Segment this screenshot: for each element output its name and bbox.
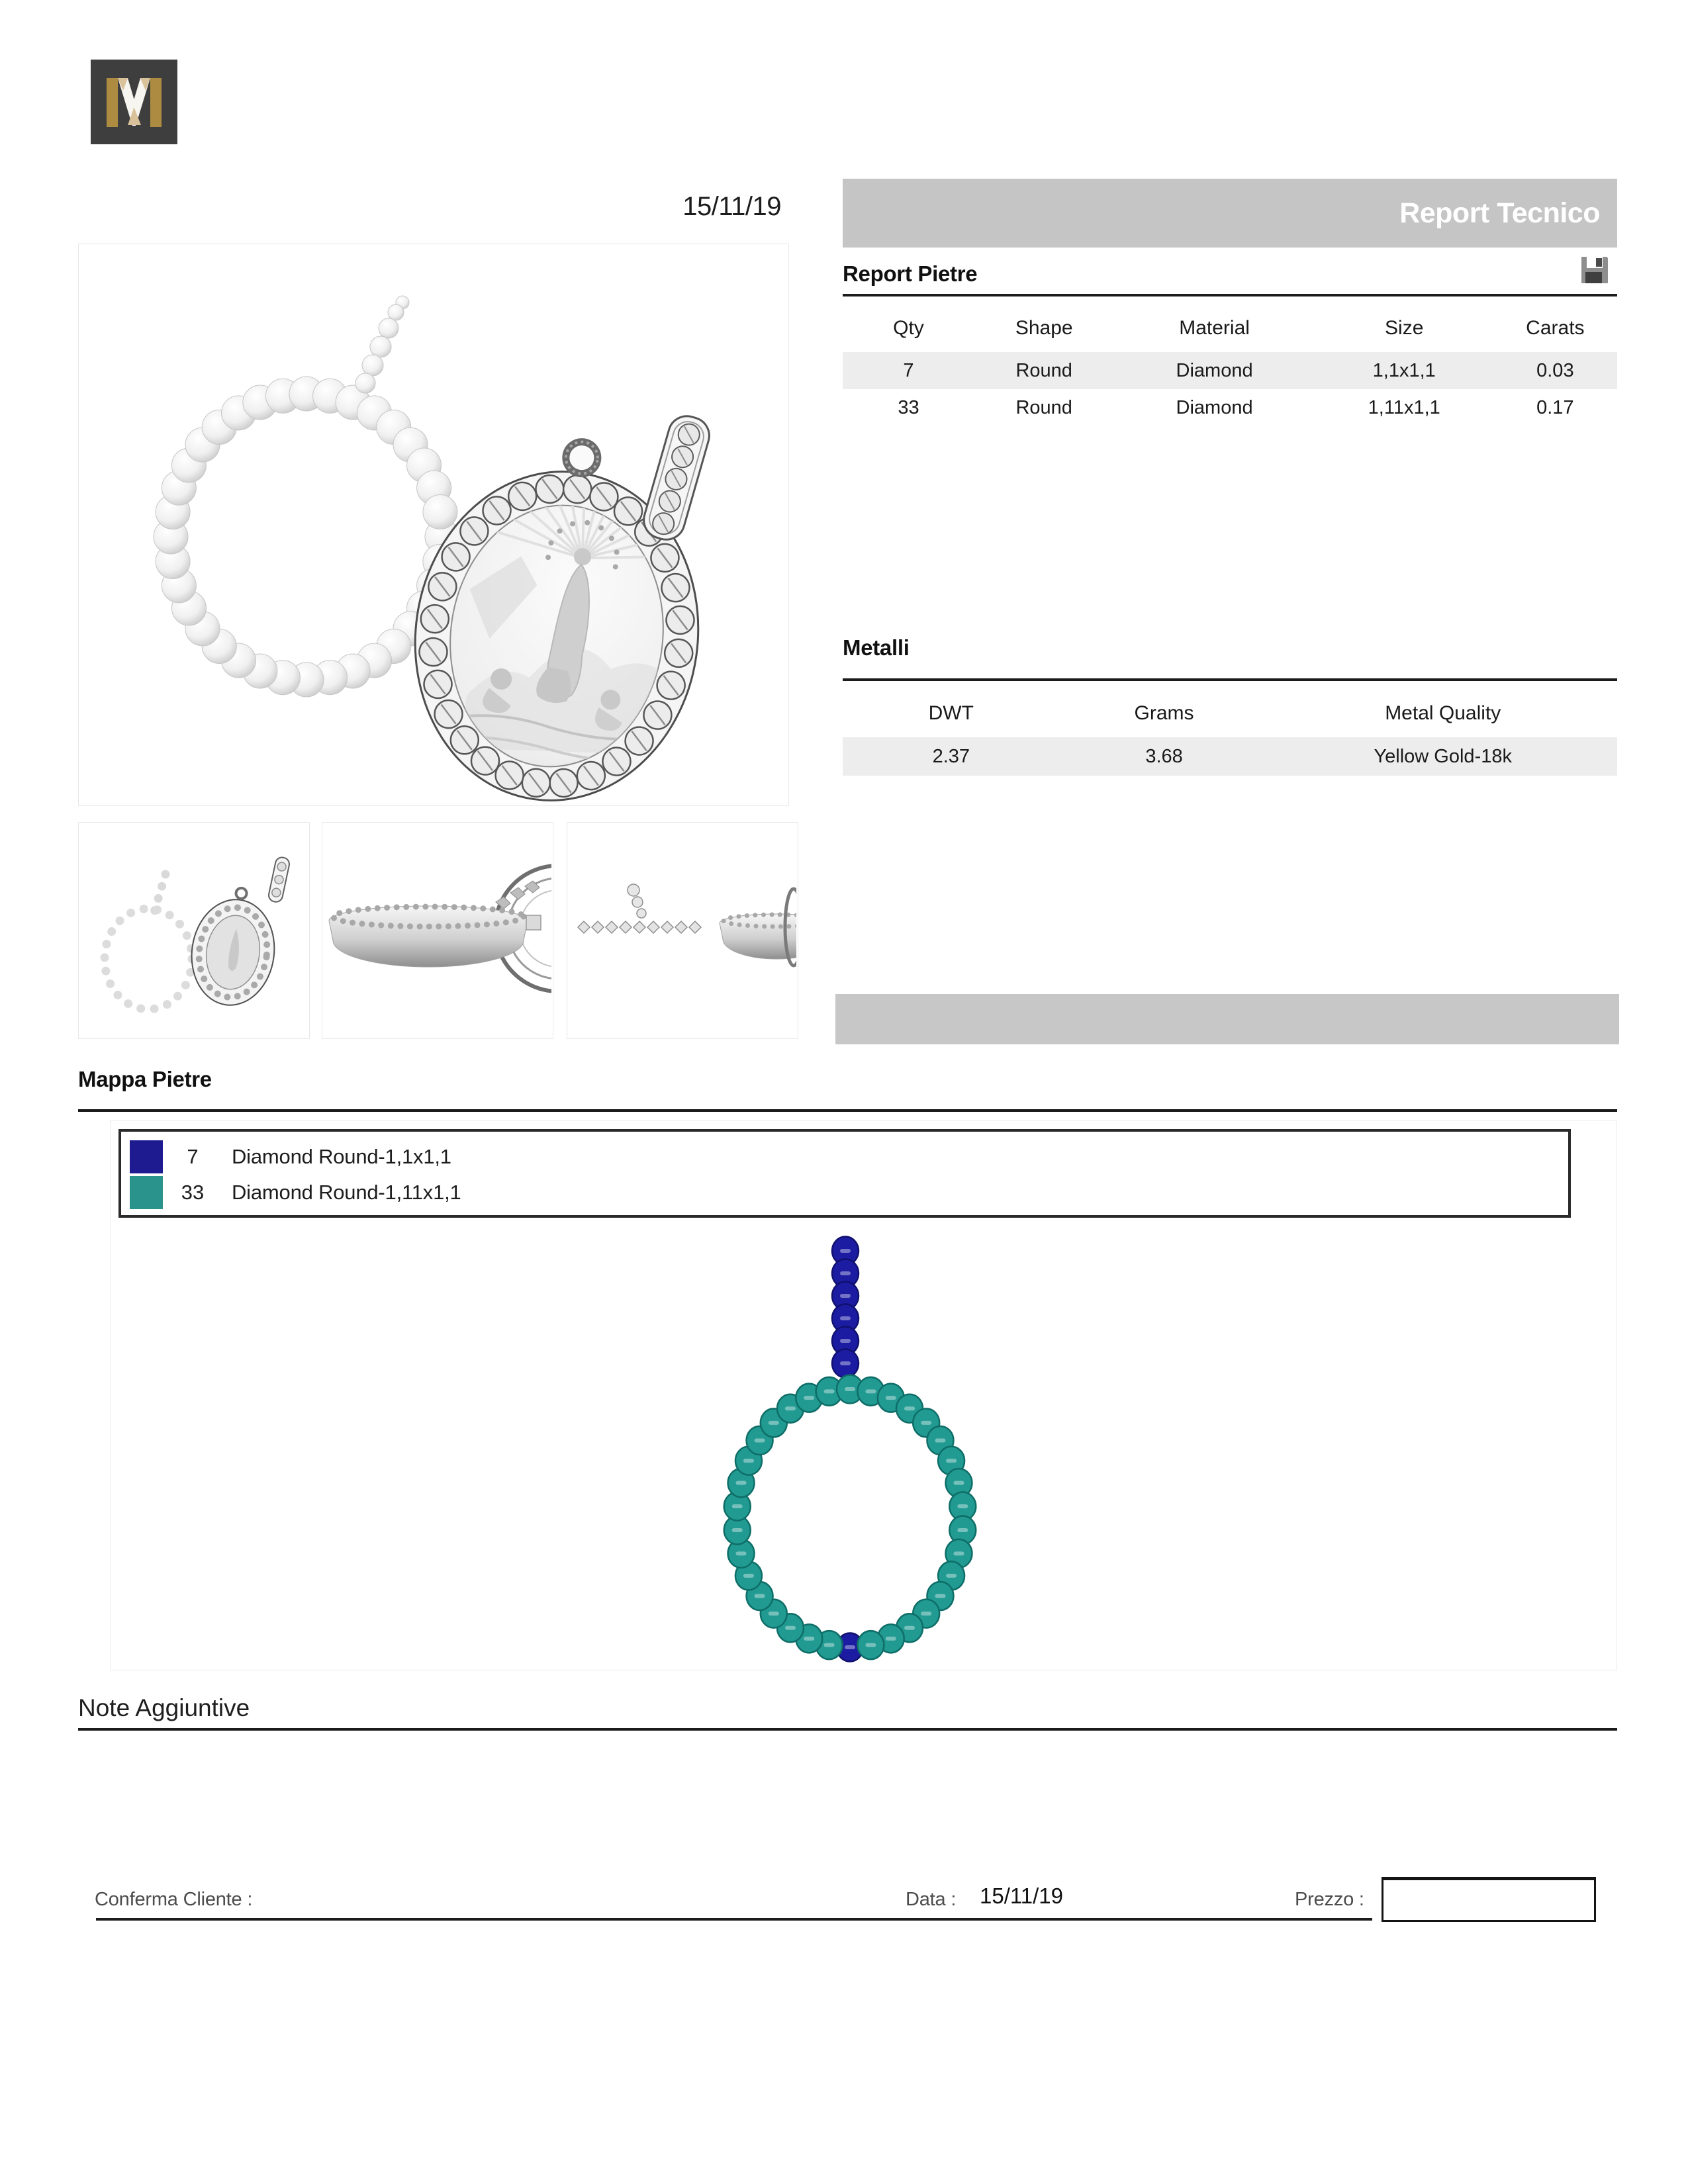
- thumbnail-front-drawing: [79, 823, 308, 1037]
- thumbnail-front-view: [78, 822, 310, 1039]
- metalli-table: [843, 690, 1617, 776]
- footer-gray-bar: [835, 994, 1619, 1044]
- bead-necklace: [154, 377, 459, 697]
- cell-qty: 7: [903, 359, 914, 381]
- brand-logo: [91, 60, 177, 144]
- table-row: [843, 389, 1617, 426]
- legend-swatch-navy: [130, 1140, 163, 1173]
- stone-legend: [118, 1129, 1571, 1218]
- stone-map-bail-beads: [832, 1237, 859, 1378]
- cell-material: Diamond: [1176, 359, 1253, 381]
- rule-metalli: [843, 678, 1617, 681]
- report-pietre-table: [843, 304, 1617, 426]
- table-row: [843, 352, 1617, 389]
- cell-metal-quality: Yellow Gold-18k: [1374, 745, 1512, 767]
- section-heading-note-aggiuntive: Note Aggiuntive: [78, 1694, 250, 1721]
- cell-dwt: 2.37: [932, 745, 970, 767]
- legend-swatch-teal: [130, 1176, 163, 1209]
- legend-row: [121, 1175, 1568, 1210]
- prezzo-field[interactable]: [1382, 1877, 1596, 1922]
- cell-qty: 33: [898, 396, 919, 418]
- col-header-material: Material: [1179, 317, 1250, 339]
- pendant-render-image: [78, 244, 789, 806]
- col-header-qty: Qty: [893, 317, 924, 339]
- col-header-metal-quality: Metal Quality: [1385, 702, 1501, 724]
- col-header-shape: Shape: [1015, 317, 1073, 339]
- data-label: Data :: [906, 1889, 957, 1910]
- report-date: 15/11/19: [682, 192, 781, 221]
- cell-shape: Round: [1015, 396, 1072, 418]
- col-header-carats: Carats: [1526, 317, 1585, 339]
- cell-size: 1,1x1,1: [1372, 359, 1436, 381]
- stone-bar: [639, 412, 714, 544]
- rule-mappa-pietre: [78, 1109, 1617, 1112]
- section-heading-report-pietre: Report Pietre: [843, 261, 978, 286]
- cell-carats: 0.17: [1536, 396, 1574, 418]
- legend-label: Diamond Round-1,1x1,1: [232, 1145, 451, 1168]
- stone-map-ring-beads: [724, 1375, 976, 1662]
- section-heading-metalli: Metalli: [843, 635, 910, 660]
- col-header-dwt: DWT: [928, 702, 974, 724]
- col-header-grams: Grams: [1134, 702, 1194, 724]
- table-header-row: [843, 304, 1617, 352]
- pendant-render-drawing: [79, 244, 788, 805]
- data-value: 15/11/19: [980, 1884, 1064, 1908]
- legend-qty: 33: [181, 1181, 205, 1204]
- table-header-row: [843, 690, 1617, 737]
- cell-material: Diamond: [1176, 396, 1253, 418]
- bead-row: [578, 921, 701, 933]
- thumbnail-side-drawing: [322, 823, 551, 1037]
- prezzo-label: Prezzo :: [1295, 1889, 1364, 1910]
- thumbnail-side-view: [322, 822, 553, 1039]
- legend-qty: 7: [187, 1145, 199, 1168]
- conferma-cliente-label: Conferma Cliente :: [95, 1889, 253, 1910]
- cell-size: 1,11x1,1: [1368, 396, 1440, 418]
- bail-ring: [564, 440, 600, 476]
- thumbnail-exploded-drawing: [567, 823, 796, 1037]
- rule-report-pietre: [843, 294, 1617, 296]
- legend-row: [121, 1140, 1568, 1174]
- legend-label: Diamond Round-1,11x1,1: [232, 1181, 461, 1204]
- logo-m-icon: [91, 60, 177, 144]
- report-title: Report Tecnico: [1399, 197, 1600, 229]
- cell-grams: 3.68: [1145, 745, 1183, 767]
- save-button[interactable]: [1579, 254, 1611, 286]
- report-title-bar: [843, 179, 1617, 248]
- bead-column: [355, 296, 409, 393]
- thumbnail-exploded-view: [567, 822, 798, 1039]
- cell-shape: Round: [1015, 359, 1072, 381]
- table-row: [843, 737, 1617, 776]
- col-header-size: Size: [1385, 317, 1424, 339]
- floppy-disk-icon: [1579, 254, 1611, 286]
- section-heading-mappa-pietre: Mappa Pietre: [78, 1067, 212, 1091]
- rule-note-aggiuntive: [78, 1728, 1617, 1731]
- cell-carats: 0.03: [1536, 359, 1574, 381]
- signature-line: [96, 1918, 1372, 1921]
